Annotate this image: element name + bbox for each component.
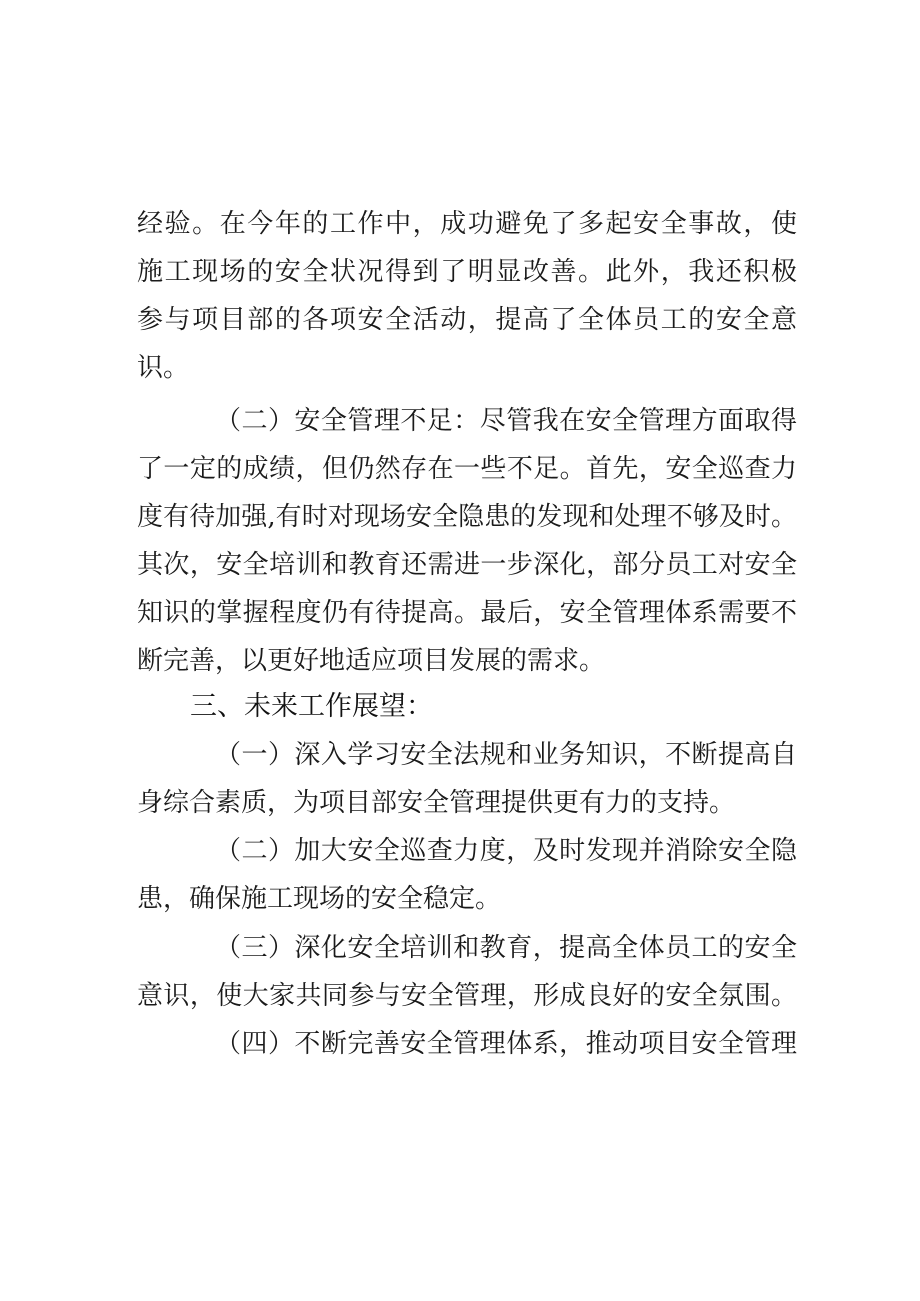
paragraph-line: 施工现场的安全状况得到了明显改善。此外，我还积极 [137, 257, 797, 287]
list-item-line: （一）深入学习安全法规和业务知识，不断提高自 [215, 740, 797, 770]
list-item-line: 患，确保施工现场的安全稳定。 [137, 884, 502, 914]
paragraph-line: 识。 [137, 353, 190, 383]
paragraph-line: 度有待加强,有时对现场安全隐患的发现和处理不够及时。 [137, 502, 797, 532]
paragraph-line: （二）安全管理不足：尽管我在安全管理方面取得 [215, 406, 797, 436]
list-item-line: （二）加大安全巡查力度，及时发现并消除安全隐 [215, 836, 797, 866]
list-item-line: 意识，使大家共同参与安全管理，形成良好的安全氛围。 [137, 981, 797, 1011]
paragraph-line: 参与项目部的各项安全活动，提高了全体员工的安全意 [137, 305, 797, 335]
list-item-line: 身综合素质，为项目部安全管理提供更有力的支持。 [137, 788, 736, 818]
list-item-line: （四）不断完善安全管理体系，推动项目安全管理 [215, 1029, 797, 1059]
paragraph-line: 其次，安全培训和教育还需进一步深化，部分员工对安全 [137, 550, 797, 580]
paragraph-line: 知识的掌握程度仍有待提高。最后，安全管理体系需要不 [137, 598, 797, 628]
paragraph-line: 断完善，以更好地适应项目发展的需求。 [137, 646, 606, 676]
section-heading: 三、未来工作展望： [190, 691, 433, 722]
paragraph-line: 经验。在今年的工作中，成功避免了多起安全事故，使 [137, 209, 797, 239]
paragraph-line: 了一定的成绩，但仍然存在一些不足。首先，安全巡查力 [137, 454, 797, 484]
list-item-line: （三）深化安全培训和教育，提高全体员工的安全 [215, 933, 797, 963]
